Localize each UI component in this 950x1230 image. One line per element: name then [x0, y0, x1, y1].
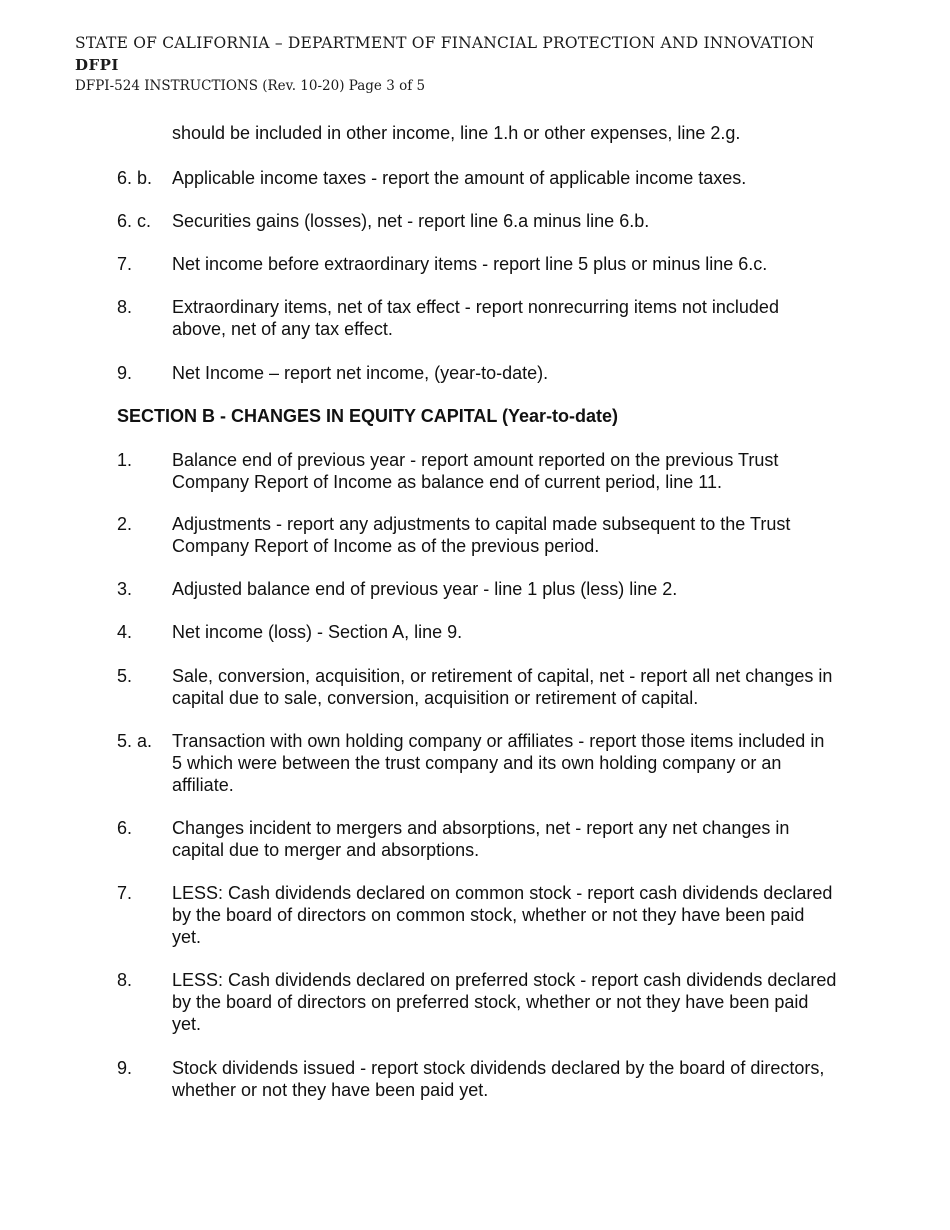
- continuation-text: should be included in other income, line 1.h or other expenses, line 2.g.: [172, 123, 741, 143]
- form-page-line: DFPI-524 INSTRUCTIONS (Rev. 10-20) Page 3 of 5: [75, 78, 426, 94]
- item-text: Adjustments - report any adjustments to capital made subsequent to the Trust Company Report of Income as of the previous period.: [172, 514, 791, 556]
- item-text: Transaction with own holding company or affiliates - report those items included in 5 which were between the trust company and its own holding company or an affiliate.: [172, 731, 825, 795]
- section-b-heading: SECTION B - CHANGES IN EQUITY CAPITAL (Year-to-date): [117, 406, 619, 426]
- item-number: 8.: [117, 970, 133, 990]
- item-text: Changes incident to mergers and absorptions, net - report any net changes in capital due to merger and absorptions.: [172, 818, 790, 860]
- item-number: 3.: [117, 579, 133, 599]
- item-text: Sale, conversion, acquisition, or retirement of capital, net - report all net changes in capital due to sale, conversion, acquisition or retirement of capital.: [172, 666, 833, 708]
- item-number: 6. c.: [117, 211, 152, 231]
- item-text: Net Income – report net income, (year-to-date).: [172, 363, 549, 383]
- item-number: 2.: [117, 514, 133, 534]
- item-number: 6. b.: [117, 168, 153, 188]
- item-number: 1.: [117, 450, 133, 470]
- item-text: LESS: Cash dividends declared on common stock - report cash dividends declared by the board of directors on common stock, whether or not they have been paid yet.: [172, 883, 833, 947]
- item-text: Stock dividends issued - report stock dividends declared by the board of directors, whether or not they have been paid yet.: [172, 1058, 825, 1100]
- item-number: 5.: [117, 666, 133, 686]
- item-number: 8.: [117, 297, 133, 317]
- item-number: 9.: [117, 1058, 133, 1078]
- item-number: 5. a.: [117, 731, 153, 751]
- item-text: Applicable income taxes - report the amount of applicable income taxes.: [172, 168, 747, 188]
- item-number: 7.: [117, 883, 133, 903]
- item-text: Securities gains (losses), net - report line 6.a minus line 6.b.: [172, 211, 650, 231]
- item-text: Balance end of previous year - report amount reported on the previous Trust Company Report of Income as balance end of current period, line 11.: [172, 450, 779, 492]
- item-number: 7.: [117, 254, 133, 274]
- item-text: Net income before extraordinary items - report line 5 plus or minus line 6.c.: [172, 254, 768, 274]
- item-number: 9.: [117, 363, 133, 383]
- item-text: Net income (loss) - Section A, line 9.: [172, 622, 463, 642]
- item-text: Extraordinary items, net of tax effect - report nonrecurring items not included above, net of any tax effect.: [172, 297, 779, 339]
- item-text: LESS: Cash dividends declared on preferred stock - report cash dividends declared by the board of directors on preferred stock, whether or not they have been paid yet.: [172, 970, 837, 1034]
- item-number: 6.: [117, 818, 133, 838]
- agency-header: STATE OF CALIFORNIA – DEPARTMENT OF FINANCIAL PROTECTION AND INNOVATION: [75, 34, 815, 52]
- dfpi-logo-text: DFPI: [75, 56, 119, 74]
- item-text: Adjusted balance end of previous year - line 1 plus (less) line 2.: [172, 579, 678, 599]
- item-number: 4.: [117, 622, 133, 642]
